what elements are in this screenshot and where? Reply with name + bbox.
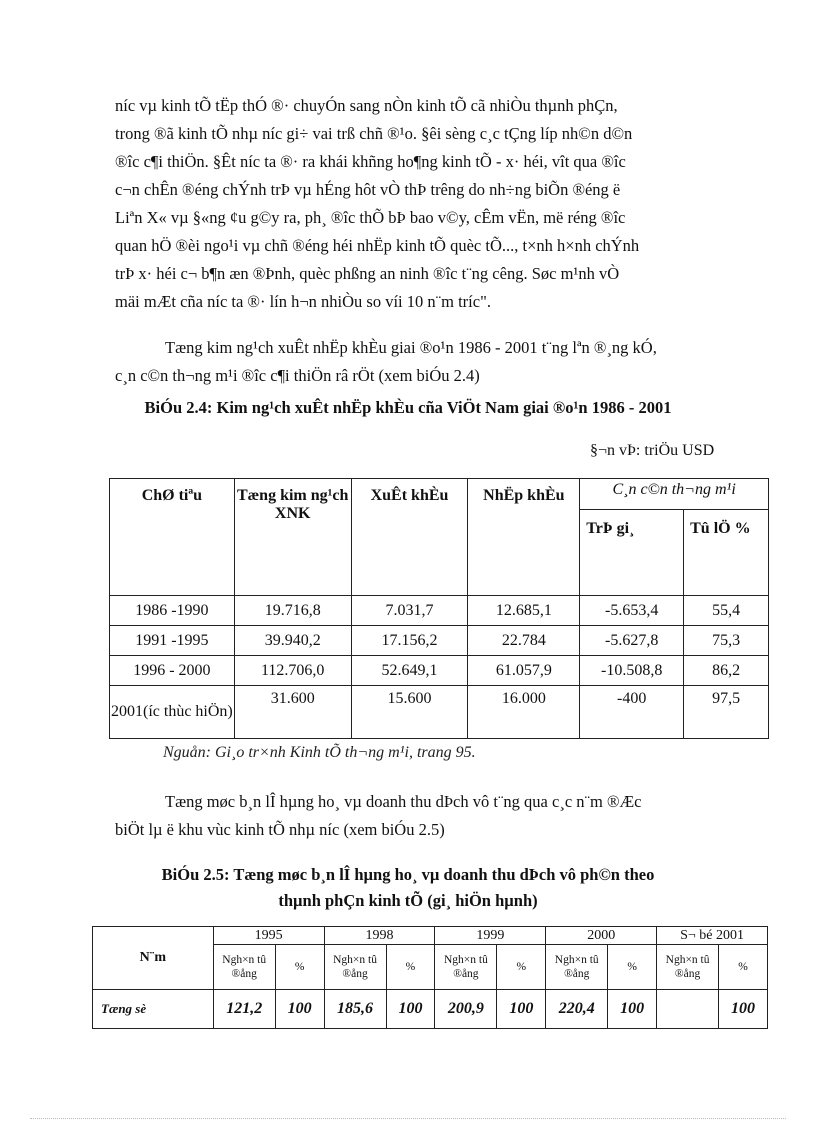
export-paragraph [115, 334, 740, 390]
table-cell: 100 [386, 990, 435, 1029]
table-cell: -5.627,8 [580, 626, 684, 656]
subheader-percent: % [386, 945, 435, 990]
header-export: XuÊt khÈu [351, 479, 468, 596]
subheader-value: Ngh×n tû ®ång [546, 945, 608, 990]
table-cell: 1986 -1990 [110, 596, 235, 626]
body-line: níc vµ kinh tÕ tËp thÓ ®· chuyÓn sang nÒn kinh tÕ cã nhiÒu thµnh phÇn, [115, 96, 618, 115]
table-row [110, 656, 769, 686]
table-cell: 39.940,2 [234, 626, 351, 656]
table-cell: 7.031,7 [351, 596, 468, 626]
table-row [110, 686, 769, 739]
table-cell: 1996 - 2000 [110, 656, 235, 686]
page-bottom-divider [30, 1118, 786, 1119]
table-cell [657, 990, 719, 1029]
year-cell: 2000 [546, 927, 657, 945]
table-row [110, 626, 769, 656]
table-cell: 22.784 [468, 626, 580, 656]
header-import: NhËp khÈu [468, 479, 580, 596]
table-cell: 52.649,1 [351, 656, 468, 686]
table-cell: 15.600 [351, 686, 468, 739]
body-paragraph [115, 92, 740, 316]
table2-caption [0, 862, 816, 914]
body-line: Liªn X« vµ §«ng ¢u g©y ra, ph¸ ®îc thÕ bÞ bao v©y, cÊm vËn, më réng ®îc [115, 208, 626, 227]
row-label: Tæng sè [93, 990, 214, 1029]
subheader-value: Ngh×n tû ®ång [213, 945, 275, 990]
table-cell: 12.685,1 [468, 596, 580, 626]
table-cell: 61.057,9 [468, 656, 580, 686]
table-cell: 112.706,0 [234, 656, 351, 686]
table-cell: 2001(íc thùc hiÖn) [110, 686, 235, 739]
table-cell: -400 [580, 686, 684, 739]
subheader-value: Ngh×n tû ®ång [324, 945, 386, 990]
body-line: c¬n chÊn ®éng chÝnh trÞ vµ hÉng hôt vÒ thÞ trêng do nh÷ng biÕn ®éng ë [115, 180, 621, 199]
table-row [110, 596, 769, 626]
table-cell: 185,6 [324, 990, 386, 1029]
header-trade-balance: C¸n c©n th¬ng m¹i [580, 479, 769, 510]
table-cell: 19.716,8 [234, 596, 351, 626]
year-header: N¨m [93, 927, 214, 990]
subheader-percent: % [275, 945, 324, 990]
table-cell: 31.600 [234, 686, 351, 739]
retail-line: biÖt lµ ë khu vùc kinh tÕ nhµ níc (xem biÓu 2.5) [115, 820, 445, 839]
year-cell: S¬ bé 2001 [657, 927, 768, 945]
export-import-table [109, 478, 769, 739]
table2-caption-line: BiÓu 2.5: Tæng møc b¸n lÎ hµng ho¸ vµ doanh thu dÞch vô ph©n theo [161, 865, 655, 884]
body-line: trÞ x· héi c¬ b¶n æn ®Þnh, quèc phßng an ninh ®îc t¨ng cêng. Søc m¹nh vÒ [115, 264, 620, 283]
subheader-percent: % [608, 945, 657, 990]
header-value: TrÞ gi¸ [580, 510, 684, 596]
subheader-value: Ngh×n tû ®ång [435, 945, 497, 990]
export-line: Tæng kim ng¹ch xuÊt nhËp khÈu giai ®o¹n 1986 - 2001 t¨ng lªn ®¸ng kÓ, [165, 338, 657, 357]
subheader-percent: % [719, 945, 768, 990]
table1-unit: §¬n vÞ: triÖu USD [590, 442, 715, 459]
table-cell: 100 [275, 990, 324, 1029]
table1-caption: BiÓu 2.4: Kim ng¹ch xuÊt nhËp khÈu cña ViÖt Nam giai ®o¹n 1986 - 2001 [144, 398, 672, 417]
subheader-value: Ngh×n tû ®ång [657, 945, 719, 990]
table-cell: 100 [497, 990, 546, 1029]
table-row [93, 990, 768, 1029]
table-cell: 86,2 [684, 656, 769, 686]
table-cell: 100 [719, 990, 768, 1029]
year-cell: 1999 [435, 927, 546, 945]
year-cell: 1998 [324, 927, 435, 945]
table-cell: -10.508,8 [580, 656, 684, 686]
table1-source: Nguån: Gi¸o tr×nh Kinh tÕ th¬ng m¹i, trang 95. [163, 744, 476, 761]
table-cell: 75,3 [684, 626, 769, 656]
table-cell: 97,5 [684, 686, 769, 739]
body-line: trong ®ã kinh tÕ nhµ níc gi÷ vai trß chñ ®¹o. §êi sèng c¸c tÇng líp nh©n d©n [115, 124, 633, 143]
year-cell: 1995 [213, 927, 324, 945]
table2-caption-line: thµnh phÇn kinh tÕ (gi¸ hiÖn hµnh) [278, 891, 538, 910]
retail-sales-table [92, 926, 768, 1029]
table-cell: 200,9 [435, 990, 497, 1029]
header-indicator: ChØ tiªu [110, 479, 235, 596]
body-line: quan hÖ ®èi ngo¹i vµ chñ ®éng héi nhËp kinh tÕ quèc tÕ..., t×nh h×nh chÝnh [115, 236, 640, 255]
export-line: c¸n c©n th¬ng m¹i ®îc c¶i thiÖn râ rÖt (xem biÓu 2.4) [115, 366, 480, 385]
retail-line: Tæng møc b¸n lÎ hµng ho¸ vµ doanh thu dÞch vô t¨ng qua c¸c n¨m ®Æc [165, 792, 642, 811]
retail-paragraph [115, 788, 740, 844]
table-cell: 16.000 [468, 686, 580, 739]
header-ratio: Tû lÖ % [684, 510, 769, 596]
header-total: Tæng kim ng¹ch XNK [234, 479, 351, 596]
table-cell: 100 [608, 990, 657, 1029]
table-cell: 1991 -1995 [110, 626, 235, 656]
table-cell: 55,4 [684, 596, 769, 626]
subheader-percent: % [497, 945, 546, 990]
body-line: mäi mÆt cña níc ta ®· lín h¬n nhiÒu so víi 10 n¨m tríc". [115, 292, 491, 311]
body-line: ®îc c¶i thiÖn. §Êt níc ta ®· ra khái khñng ho¶ng kinh tÕ - x· héi, vît qua ®îc [115, 152, 626, 171]
table-cell: 17.156,2 [351, 626, 468, 656]
table-cell: -5.653,4 [580, 596, 684, 626]
table-cell: 121,2 [213, 990, 275, 1029]
table-cell: 220,4 [546, 990, 608, 1029]
